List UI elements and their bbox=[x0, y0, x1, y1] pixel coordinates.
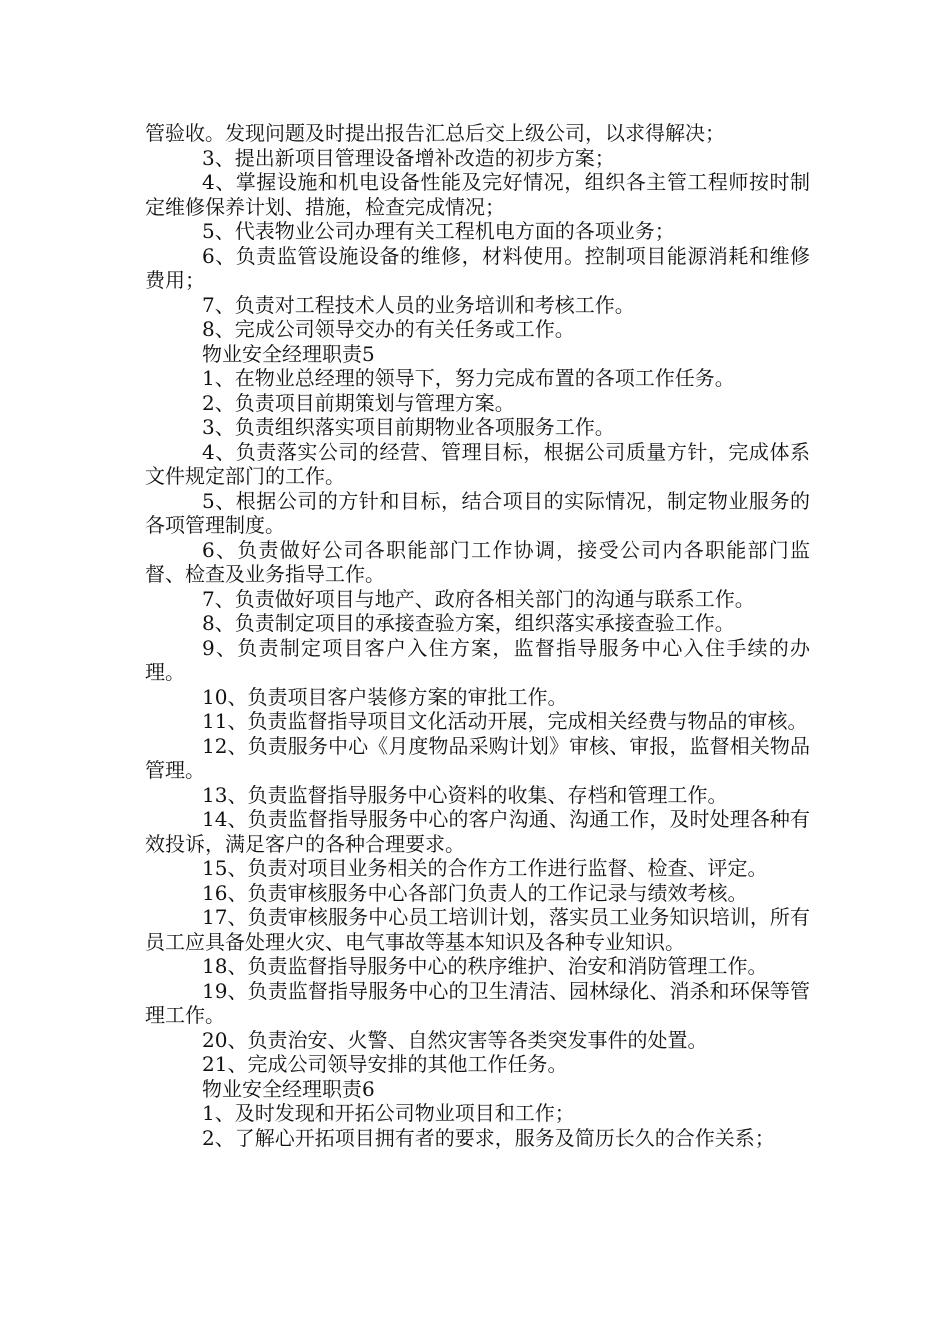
paragraph: 15、负责对项目业务相关的合作方工作进行监督、检查、评定。 bbox=[202, 856, 768, 880]
paragraph: 11、负责监督指导项目文化活动开展，完成相关经费与物品的审核。 bbox=[202, 709, 808, 733]
paragraph: 3、提出新项目管理设备增补改造的初步方案； bbox=[202, 145, 615, 170]
paragraph: 8、完成公司领导交办的有关任务或工作。 bbox=[202, 317, 575, 341]
paragraph: 1、及时发现和开拓公司物业项目和工作； bbox=[202, 1101, 575, 1125]
paragraph: 4、掌握设施和机电设备性能及完好情况，组织各主管工程师按时制定维修保养计划、措施，检查完成情况； bbox=[145, 170, 810, 219]
paragraph: 8、负责制定项目的承接查验方案，组织落实承接查验工作。 bbox=[202, 611, 735, 635]
paragraph: 20、负责治安、火警、自然灾害等各类突发事件的处置。 bbox=[202, 1027, 708, 1052]
paragraph: 9、负责制定项目客户入住方案，监督指导服务中心入住手续的办理。 bbox=[145, 635, 810, 684]
paragraph: 19、负责监督指导服务中心的卫生清洁、园林绿化、消杀和环保等管理工作。 bbox=[145, 978, 810, 1027]
paragraph: 5、代表物业公司办理有关工程机电方面的各项业务； bbox=[202, 219, 675, 243]
paragraph: 10、负责项目客户装修方案的审批工作。 bbox=[202, 684, 568, 709]
paragraph: 6、负责做好公司各职能部门工作协调，接受公司内各职能部门监督、检查及业务指导工作。 bbox=[145, 537, 810, 586]
document-body bbox=[145, 121, 810, 1150]
paragraph: 2、负责项目前期策划与管理方案。 bbox=[202, 390, 515, 415]
paragraph: 17、负责审核服务中心员工培训计划，落实员工业务知识培训，所有员工应具备处理火灾、电气事故等基本知识及各种专业知识。 bbox=[145, 905, 810, 954]
paragraph: 7、负责做好项目与地产、政府各相关部门的沟通与联系工作。 bbox=[202, 586, 755, 611]
paragraph: 2、了解心开拓项目拥有者的要求，服务及简历长久的合作关系； bbox=[202, 1125, 775, 1150]
paragraph: 物业安全经理职责6 bbox=[202, 1076, 375, 1101]
paragraph: 3、负责组织落实项目前期物业各项服务工作。 bbox=[202, 415, 615, 439]
paragraph: 13、负责监督指导服务中心资料的收集、存档和管理工作。 bbox=[202, 782, 728, 807]
paragraph: 4、负责落实公司的经营、管理目标，根据公司质量方针，完成体系文件规定部门的工作。 bbox=[145, 439, 810, 488]
paragraph: 18、负责监督指导服务中心的秩序维护、治安和消防管理工作。 bbox=[202, 954, 768, 978]
paragraph: 16、负责审核服务中心各部门负责人的工作记录与绩效考核。 bbox=[202, 880, 748, 905]
paragraph: 12、负责服务中心《月度物品采购计划》审核、审报，监督相关物品管理。 bbox=[145, 733, 810, 782]
paragraph: 14、负责监督指导服务中心的客户沟通、沟通工作，及时处理各种有效投诉，满足客户的各种合理要求。 bbox=[145, 807, 810, 856]
paragraph: 物业安全经理职责5 bbox=[202, 341, 375, 366]
paragraph: 7、负责对工程技术人员的业务培训和考核工作。 bbox=[202, 292, 635, 317]
paragraph: 21、完成公司领导安排的其他工作任务。 bbox=[202, 1052, 568, 1076]
paragraph: 管验收。发现问题及时提出报告汇总后交上级公司，以求得解决； bbox=[145, 121, 725, 145]
paragraph: 1、在物业总经理的领导下，努力完成布置的各项工作任务。 bbox=[202, 366, 735, 390]
paragraph: 5、根据公司的方针和目标，结合项目的实际情况，制定物业服务的各项管理制度。 bbox=[145, 488, 810, 537]
paragraph: 6、负责监管设施设备的维修，材料使用。控制项目能源消耗和维修费用； bbox=[145, 243, 810, 292]
